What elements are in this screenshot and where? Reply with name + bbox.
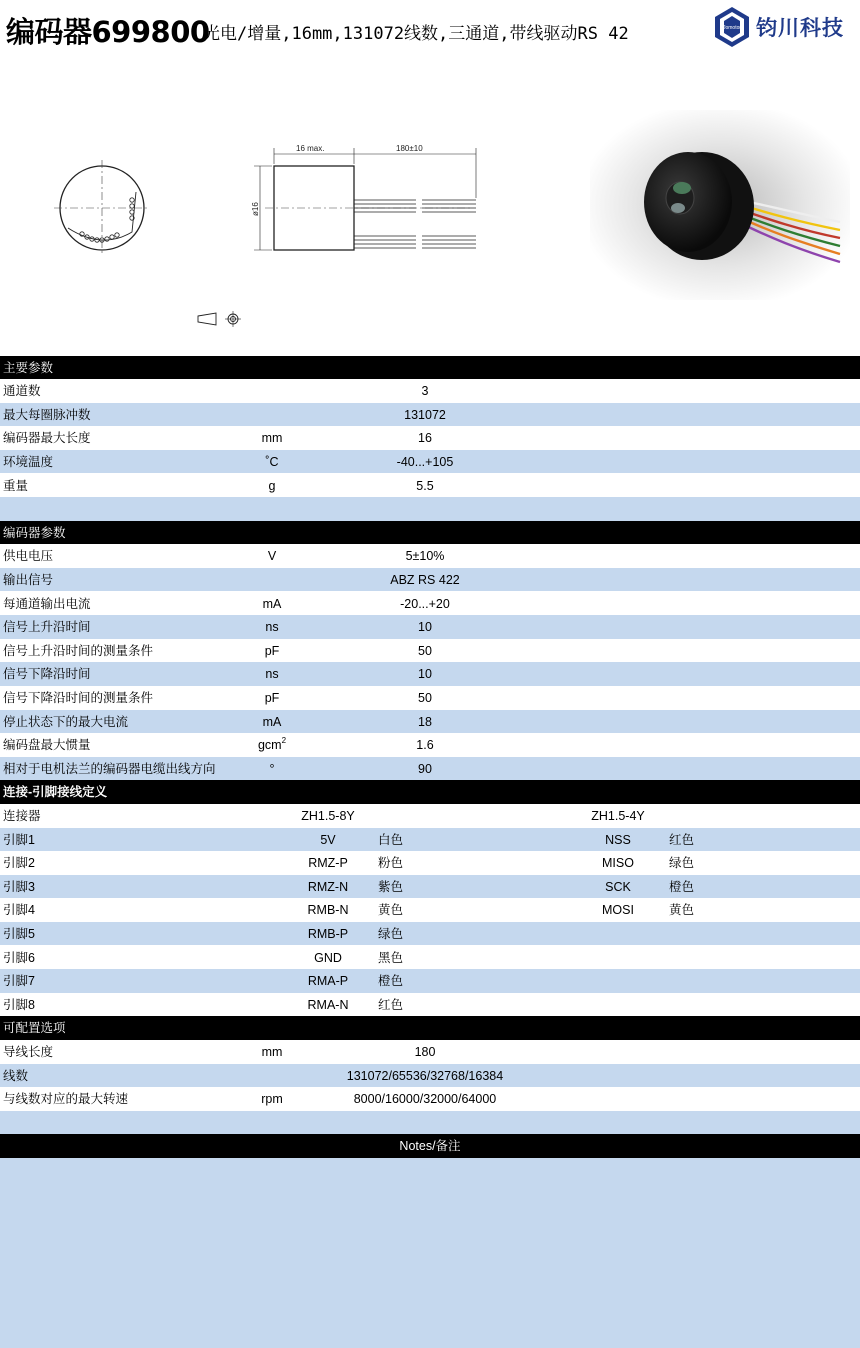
pin-color-connector-2: 黄色: [669, 903, 695, 918]
spec-value: 5.5: [416, 478, 434, 493]
projection-symbol-icon: [196, 310, 246, 330]
pin-label: 引脚1: [3, 832, 35, 847]
spec-value: 5±10%: [405, 549, 445, 564]
spec-value: 50: [418, 643, 432, 658]
pin-color-connector-1: 黑色: [378, 950, 404, 965]
pin-row: [0, 851, 860, 875]
spec-label: 输出信号: [3, 572, 54, 587]
pin-signal-connector-2: MISO: [602, 856, 634, 871]
spec-unit: pF: [264, 690, 280, 705]
option-row: [0, 1064, 860, 1088]
option-value: 131072/65536/32768/16384: [346, 1068, 504, 1083]
option-unit: rpm: [261, 1092, 283, 1107]
pin-row: [0, 922, 860, 946]
option-label: 导线长度: [3, 1044, 54, 1059]
spec-unit: ns: [265, 620, 279, 635]
page-header: [0, 0, 860, 60]
spec-row: [0, 426, 860, 450]
spec-unit: mm: [261, 431, 283, 446]
pin-color-connector-1: 绿色: [378, 926, 404, 941]
product-title: 编码器699800: [6, 15, 210, 49]
cable-bundle: [354, 200, 476, 248]
spec-row: [0, 639, 860, 663]
spec-value: 90: [418, 761, 432, 776]
section-title: 可配置选项: [3, 1021, 66, 1036]
spec-value: 50: [418, 690, 432, 705]
section-title: 主要参数: [3, 360, 54, 375]
spec-value: 1.6: [416, 738, 434, 753]
pin-row: [0, 828, 860, 852]
pin-row: [0, 875, 860, 899]
spec-label: 最大每圈脉冲数: [3, 407, 91, 422]
pin-color-connector-1: 黄色: [378, 903, 404, 918]
option-value: 8000/16000/32000/64000: [353, 1092, 497, 1107]
connector-1-name: ZH1.5-8Y: [301, 808, 355, 823]
spec-row: [0, 379, 860, 403]
pin-label: 引脚8: [3, 997, 35, 1012]
option-unit: mm: [261, 1044, 283, 1059]
spec-unit: ns: [265, 667, 279, 682]
dim-diameter-label: ø16: [251, 202, 260, 216]
spec-label: 通道数: [3, 384, 41, 399]
spec-row: [0, 757, 860, 781]
spec-row: [0, 615, 860, 639]
pin-signal-connector-1: RMA-N: [307, 997, 349, 1012]
spec-label: 信号下降沿时间的测量条件: [3, 690, 154, 705]
spec-row: [0, 733, 860, 757]
spec-unit: °: [269, 761, 275, 776]
spec-label: 供电电压: [3, 549, 54, 564]
spec-value: 16: [418, 431, 432, 446]
section-header-main-params: [0, 356, 860, 380]
pin-color-connector-2: 绿色: [669, 856, 695, 871]
brand-logo: [712, 5, 852, 49]
pin-signal-connector-1: RMZ-P: [308, 856, 348, 871]
section-header-notes: [0, 1134, 860, 1158]
pin-signal-connector-2: NSS: [605, 832, 631, 847]
section-header-pinout: [0, 780, 860, 804]
unit-base: gcm: [257, 738, 282, 753]
dim-cable-label: 180±10: [396, 144, 423, 153]
pin-signal-connector-1: RMZ-N: [307, 879, 349, 894]
option-value: 180: [414, 1044, 436, 1059]
option-label: 与线数对应的最大转速: [3, 1092, 129, 1107]
option-row: [0, 1087, 860, 1111]
product-photo: [590, 110, 850, 300]
spec-unit: pF: [264, 643, 280, 658]
section-title: 编码器参数: [3, 525, 66, 540]
dim-length-label: 16 max.: [296, 144, 325, 153]
spec-label: 相对于电机法兰的编码器电缆出线方向: [3, 761, 216, 776]
product-subtitle: 光电/增量,16mm,131072线数,三通道,带线驱动RS 42: [203, 24, 629, 44]
spec-label: 信号下降沿时间: [3, 667, 91, 682]
option-row: [0, 1040, 860, 1064]
pin-color-connector-1: 红色: [378, 997, 404, 1012]
notes-area: [0, 1158, 860, 1348]
spec-row: [0, 710, 860, 734]
pin-signal-connector-1: 5V: [320, 832, 336, 847]
pin-label: 引脚3: [3, 879, 35, 894]
spec-value: 10: [418, 620, 432, 635]
spacer-row: [0, 497, 860, 521]
spec-label: 信号上升沿时间的测量条件: [3, 643, 154, 658]
pin-label: 引脚2: [3, 856, 35, 871]
spec-value: 18: [418, 714, 432, 729]
spec-unit: g: [268, 478, 276, 493]
pin-signal-connector-1: GND: [314, 950, 342, 965]
pin-signal-connector-2: MOSI: [602, 903, 634, 918]
spec-value: ABZ RS 422: [390, 572, 460, 587]
pin-signal-connector-1: RMA-P: [307, 974, 349, 989]
spec-value: -40...+105: [396, 454, 454, 469]
logo-mark-text: Jomotor: [722, 25, 742, 31]
dimension-drawing: [40, 120, 490, 260]
pin-color-connector-2: 橙色: [669, 879, 695, 894]
spec-label: 重量: [3, 478, 29, 493]
spec-unit: V: [267, 549, 277, 564]
spec-label: 信号上升沿时间: [3, 620, 91, 635]
spec-label: 环境温度: [3, 454, 54, 469]
logo-text: 钧川科技: [756, 16, 844, 40]
pin-label: 引脚6: [3, 950, 35, 965]
option-label: 线数: [3, 1068, 29, 1083]
pin-row: [0, 898, 860, 922]
pin-label: 引脚4: [3, 903, 35, 918]
spec-row: [0, 686, 860, 710]
pin-label: 引脚5: [3, 926, 35, 941]
section-header-options: [0, 1016, 860, 1040]
spec-value: 131072: [404, 407, 446, 422]
spec-row: [0, 403, 860, 427]
pin-color-connector-2: 红色: [669, 832, 695, 847]
pin-signal-connector-2: SCK: [605, 879, 631, 894]
spec-unit: ˚C: [265, 454, 279, 469]
logo-icon: [712, 5, 752, 49]
pin-row: [0, 969, 860, 993]
spec-row: [0, 474, 860, 498]
section-header-encoder-params: [0, 521, 860, 545]
spec-value: 10: [418, 667, 432, 682]
unit-superscript: 2: [281, 736, 287, 746]
spec-unit: mA: [262, 714, 282, 729]
spec-value: -20...+20: [400, 596, 450, 611]
spec-value: 3: [421, 384, 429, 399]
pin-color-connector-1: 白色: [378, 832, 404, 847]
notes-title: Notes/备注: [399, 1139, 461, 1154]
connector-label: 连接器: [3, 808, 41, 823]
pin-color-connector-1: 粉色: [378, 856, 404, 871]
spec-label: 每通道输出电流: [3, 596, 91, 611]
spec-label: 编码盘最大惯量: [3, 738, 91, 753]
spec-label: 编码器最大长度: [3, 431, 91, 446]
connector-row: [0, 804, 860, 828]
pin-signal-connector-1: RMB-P: [307, 926, 349, 941]
spacer-row: [0, 1111, 860, 1135]
spec-label: 停止状态下的最大电流: [3, 714, 129, 729]
pin-signal-connector-1: RMB-N: [307, 903, 349, 918]
spec-row: [0, 592, 860, 616]
pin-color-connector-1: 紫色: [378, 879, 404, 894]
pin-label: 引脚7: [3, 974, 35, 989]
spec-row: [0, 544, 860, 568]
spec-unit: mA: [262, 596, 282, 611]
connector-2-name: ZH1.5-4Y: [591, 808, 645, 823]
spec-row: [0, 450, 860, 474]
section-title: 连接-引脚接线定义: [3, 785, 108, 800]
spec-row: [0, 662, 860, 686]
spec-row: [0, 568, 860, 592]
pin-color-connector-1: 橙色: [378, 974, 404, 989]
pin-row: [0, 993, 860, 1017]
spec-unit: [228, 738, 316, 752]
pin-row: [0, 946, 860, 970]
